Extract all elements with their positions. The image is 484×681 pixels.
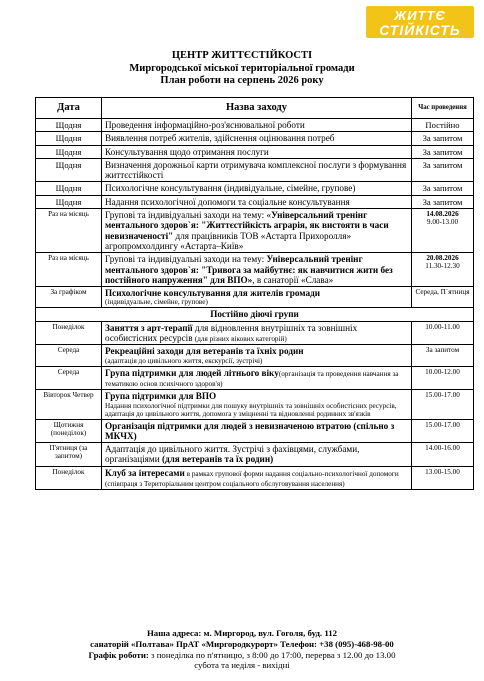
- row-date: Середа: [36, 345, 102, 366]
- schedule-label: Графік роботи:: [88, 649, 149, 660]
- row-event: [102, 209, 412, 253]
- row-event: [102, 390, 412, 419]
- event-date: 14.08.2026: [426, 210, 459, 219]
- table-row: [36, 366, 474, 390]
- row-time: 15.00-17.00: [412, 390, 474, 419]
- zhyttestiikist-logo: [366, 6, 474, 38]
- event-audience: (для ветеранів та їх родин): [161, 454, 274, 465]
- row-event: [102, 287, 412, 308]
- weekend-note: субота та неділя - вихідні: [194, 660, 290, 671]
- table-row: [36, 466, 474, 490]
- header-event: Назва заходу: [102, 98, 412, 119]
- row-event: Психологічне консультування (індивідуальне, сімейне, групове): [102, 182, 412, 195]
- document-header: [0, 50, 484, 88]
- center-title: ЦЕНТР ЖИТТЄСТІЙКОСТІ: [171, 50, 313, 61]
- event-text: Адаптація до цивільного життя. Зустрічі з фахівцями, службами, організаціями: [105, 444, 360, 465]
- row-date: Раз на місяць: [36, 209, 102, 253]
- header-date: Дата: [36, 98, 102, 119]
- row-date: Понеділок: [36, 466, 102, 490]
- logo-line-2: СТІЙКІСТЬ: [379, 22, 461, 38]
- schedule-text: з понеділка по п'ятницю, з 8:00 до 17:00, перерва з 12.00 до 13.00: [148, 649, 396, 660]
- table-row: [36, 287, 474, 308]
- row-date: Щодня: [36, 195, 102, 208]
- row-event: [102, 345, 412, 366]
- row-time: За запитом: [412, 182, 474, 195]
- event-title: Заняття з арт-терапії: [105, 322, 193, 333]
- row-event: [102, 366, 412, 390]
- work-plan-table: [35, 97, 474, 490]
- row-date: Щодня: [36, 132, 102, 145]
- plan-title: План роботи на серпень 2026 року: [160, 75, 324, 86]
- table-row: [36, 419, 474, 443]
- row-time: 10.00-12.00: [412, 366, 474, 390]
- table-row: [36, 132, 474, 145]
- row-time: 13.00-15.00: [412, 466, 474, 490]
- training-title: Універсальний тренінг ментального здоров`я: "Життєстійкість аграрія, як вистояти в часи невизначеності": [105, 210, 389, 241]
- row-time: За запитом: [412, 345, 474, 366]
- row-time: За запитом: [412, 132, 474, 145]
- schedule-line: [0, 650, 484, 661]
- event-title: Психологічне консультування для жителів громади: [105, 288, 321, 299]
- row-time: [412, 209, 474, 253]
- event-title: Клуб за інтересами: [105, 467, 185, 478]
- event-note: в рамках групової форми надання соціально-психологічної допомоги (співпраця з Територіальним центром соціального обслуговування населення): [105, 469, 399, 489]
- contact-footer: [0, 628, 484, 671]
- row-event: Надання психологічної допомоги та соціальне консультування: [102, 195, 412, 208]
- event-text: для відновлення внутрішніх та зовнішніх особистісних ресурсів: [105, 322, 358, 344]
- row-event: [102, 321, 412, 345]
- event-text: Групові та індивідуальні заходи на тему:: [105, 254, 267, 265]
- row-event: Виявлення потреб жителів, здійснення оцінювання потреб: [102, 132, 412, 145]
- event-note: (адаптація до цивільного життя, екскурсії, зустрічі): [105, 356, 263, 365]
- row-time: 15.00-17.00: [412, 419, 474, 443]
- row-time: Середа, П`ятниця: [412, 287, 474, 308]
- section-title: Постійно діючі групи: [36, 308, 474, 321]
- table-row: [36, 345, 474, 366]
- row-time: Постійно: [412, 119, 474, 132]
- row-date: Щодня: [36, 145, 102, 158]
- row-event: [102, 253, 412, 287]
- location-phone: санаторій «Полтава» ПрАТ «Миргородкурорт» Телефон: +38 (095)-468-98-00: [90, 638, 394, 649]
- row-event: [102, 466, 412, 490]
- table-row: [36, 195, 474, 208]
- table-row: [36, 119, 474, 132]
- event-note: Надання психологічної підтримки для пошуку внутрішніх та зовнішніх особистісних ресурсів, адаптація до цивільного життя, допомога у зміцненні та відновленні родинних зв'язків: [105, 401, 397, 418]
- table-row: [36, 158, 474, 182]
- table-row: [36, 209, 474, 253]
- row-event: Консультування щодо отримання послуги: [102, 145, 412, 158]
- event-hours: 11.30-12.30: [425, 262, 460, 271]
- table-row: [36, 321, 474, 345]
- table-row: [36, 253, 474, 287]
- row-date: Вівторок Четвер: [36, 390, 102, 419]
- table-row: [36, 182, 474, 195]
- event-text: Групові та індивідуальні заходи на тему: «: [105, 210, 272, 221]
- row-event: [102, 443, 412, 467]
- event-title: Рекреаційні заходи для ветеранів та їхніх родин: [105, 346, 304, 357]
- header-time: Час проведення: [412, 98, 474, 119]
- table-row: [36, 145, 474, 158]
- row-date: Понеділок: [36, 321, 102, 345]
- table-row: [36, 390, 474, 419]
- table-header-row: [36, 98, 474, 119]
- event-title: Група підтримки для людей літнього віку: [105, 367, 279, 378]
- row-date: Середа: [36, 366, 102, 390]
- row-time: За запитом: [412, 195, 474, 208]
- row-time: За запитом: [412, 145, 474, 158]
- row-date: Раз на місяць: [36, 253, 102, 287]
- section-row: [36, 308, 474, 321]
- event-title: Група підтримки для ВПО: [105, 391, 217, 402]
- training-title: Універсальний тренінг ментального здоров`я: "Тривога за майбутнє: як навчитися жити без постійного напруження" для ВПО»: [105, 254, 393, 285]
- row-event: Проведення інформаційно-роз'яснювальної роботи: [102, 119, 412, 132]
- row-time: [412, 253, 474, 287]
- event-title: Організація підтримки для людей з невизначеною втратою (спільно з МКЧХ): [105, 420, 395, 441]
- row-event: Визначення дорожньої карти отримувача комплексної послуги з формування життєстійкості: [102, 158, 412, 182]
- row-time: 14.00-16.00: [412, 443, 474, 467]
- event-note: (індивідуальне, сімейне, групове): [105, 298, 208, 307]
- event-text: для працівників ТОВ «Астарта Прихоролля» агропромхолдингу «Астарта–Київ»: [105, 230, 352, 251]
- event-note: (організація та проведення навчання за тематикою основ психічного здоров'я): [105, 369, 399, 388]
- row-date: П'ятниця (за запитом): [36, 443, 102, 467]
- row-date: Щодня: [36, 182, 102, 195]
- event-hours: 9.00-13.00: [426, 218, 459, 227]
- row-time: 10.00-11.00: [412, 321, 474, 345]
- row-event: [102, 419, 412, 443]
- address: Наша адреса: м. Миргород, вул. Гоголя, буд. 112: [146, 628, 338, 638]
- event-text: , в санаторії «Слава»: [252, 274, 334, 285]
- row-time: За запитом: [412, 158, 474, 182]
- row-date: Щодня: [36, 158, 102, 182]
- event-date: 20.08.2026: [426, 254, 459, 263]
- community-subtitle: Миргородської міської територіальної громади: [129, 62, 355, 74]
- row-date: Щотижня (понеділок): [36, 419, 102, 443]
- logo-line-1: ЖИТТЄ: [394, 8, 446, 23]
- event-note: (для різних вікових категорій): [194, 335, 287, 344]
- table-row: [36, 443, 474, 467]
- row-date: Щодня: [36, 119, 102, 132]
- row-date: За графіком: [36, 287, 102, 308]
